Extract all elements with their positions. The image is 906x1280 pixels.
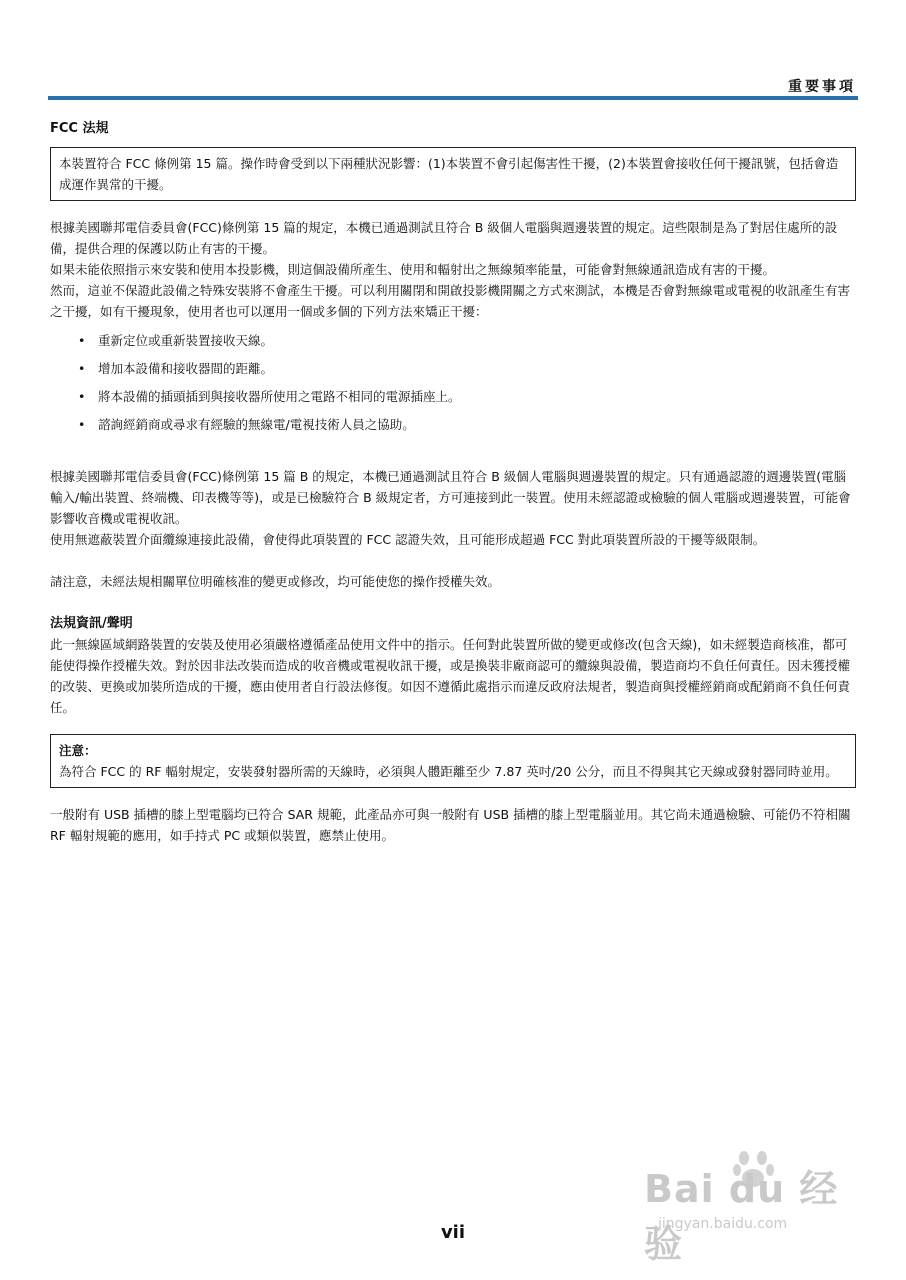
fcc-compliance-text: 本裝置符合 FCC 條例第 15 篇。操作時會受到以下兩種狀況影響：(1)本裝置不會引起傷害性干擾，(2)本裝置會接收任何干擾訊號，包括會造成運作異常的干擾。 — [59, 156, 839, 192]
bullet-icon: • — [78, 389, 86, 404]
sar-paragraph: 一般附有 USB 插槽的膝上型電腦均已符合 SAR 規範，此產品亦可與一般附有 USB 插槽的膝上型電腦並用。其它尚未通過檢驗、可能仍不符相關 RF 輻射規範的應用，如手持式 PC 或類似裝置，應禁止使用。 — [50, 807, 851, 843]
page-content — [50, 118, 856, 846]
fcc-paragraph: 如果未能依照指示來安裝和使用本投影機，則這個設備所產生、使用和輻射出之無線頻率能量，可能會對無線通訊造成有害的干擾。 — [50, 262, 776, 277]
note-text: 為符合 FCC 的 RF 輻射規定，安裝發射器所需的天線時，必須與人體距離至少 7.87 英吋/20 公分，而且不得與其它天線或發射器同時並用。 — [59, 764, 838, 779]
list-item: • 將本設備的插頭插到與接收器所使用之電路不相同的電源插座上。 — [78, 386, 856, 407]
fcc-paragraph: 然而，這並不保證此設備之特殊安裝將不會產生干擾。可以利用關閉和開啟投影機開關之方式來測試，本機是否會對無線電或電視的收訊產生有害之干擾，如有干擾現象，使用者也可以運用一個或多個的下列方法來矯正干擾： — [50, 283, 851, 319]
page-number: vii — [440, 1222, 466, 1243]
fcc-paragraph: 根據美國聯邦電信委員會(FCC)條例第 15 篇的規定，本機已通過測試且符合 B 級個人電腦與週邊裝置的規定。這些限制是為了對居住處所的設備，提供合理的保護以防止有害的干擾。 — [50, 220, 838, 256]
fcc-compliance-box — [50, 147, 856, 201]
watermark-logo-text: Bai du 经验 — [644, 1167, 839, 1266]
interference-remedies-list — [50, 330, 856, 435]
list-item: • 諮詢經銷商或尋求有經驗的無線電/電視技術人員之協助。 — [78, 414, 856, 435]
bullet-icon: • — [78, 361, 86, 376]
page-header-title: 重要事項 — [788, 79, 856, 95]
regulatory-text: 此一無線區域網路裝置的安裝及使用必須嚴格遵循產品使用文件中的指示。任何對此裝置所做的變更或修改(包含天線)，如未經製造商核准，都可能使得操作授權失效。對於因非法改裝而造成的收音機或電視收訊干擾，或是換裝非廠商認可的纜線與設備，製造商均不負任何責任。因未獲授權的改裝、更換或加裝所造成的干擾，應由使用者自行設法修復。如因不遵循此處指示而違反政府法規者，製造商與授權經銷商或配銷商不負任何責任。 — [50, 637, 851, 715]
note-label: 注意： — [59, 743, 97, 758]
watermark-url: jingyan.baidu.com — [658, 1216, 788, 1232]
fcc-paragraph: 根據美國聯邦電信委員會(FCC)條例第 15 篇 B 的規定，本機已通過測試且符合 B 級個人電腦與週邊裝置的規定。只有通過認證的週邊裝置(電腦輸入/輸出裝置、終端機、印表機等等)，或是已檢驗符合 B 級規定者，方可連接到此一裝置。使用未經認證或檢驗的個人電腦或週邊裝置，可能會影響收音機或電視收訊。 — [50, 469, 851, 526]
list-item: • 重新定位或重新裝置接收天線。 — [78, 330, 856, 351]
fcc-paragraph: 使用無遮蔽裝置介面纜線連接此設備，會使得此項裝置的 FCC 認證失效，且可能形成超過 FCC 對此項裝置所設的干擾等級限制。 — [50, 532, 766, 547]
bullet-icon: • — [78, 333, 86, 348]
fcc-paragraph: 請注意，未經法規相關單位明確核准的變更或修改，均可能使您的操作授權失效。 — [50, 574, 501, 589]
bullet-icon: • — [78, 417, 86, 432]
fcc-section-title: FCC 法規 — [50, 121, 109, 136]
list-item: • 增加本設備和接收器間的距離。 — [78, 358, 856, 379]
regulatory-section-title: 法規資訊/聲明 — [50, 616, 133, 631]
note-box — [50, 734, 856, 788]
header-rule — [48, 96, 858, 100]
